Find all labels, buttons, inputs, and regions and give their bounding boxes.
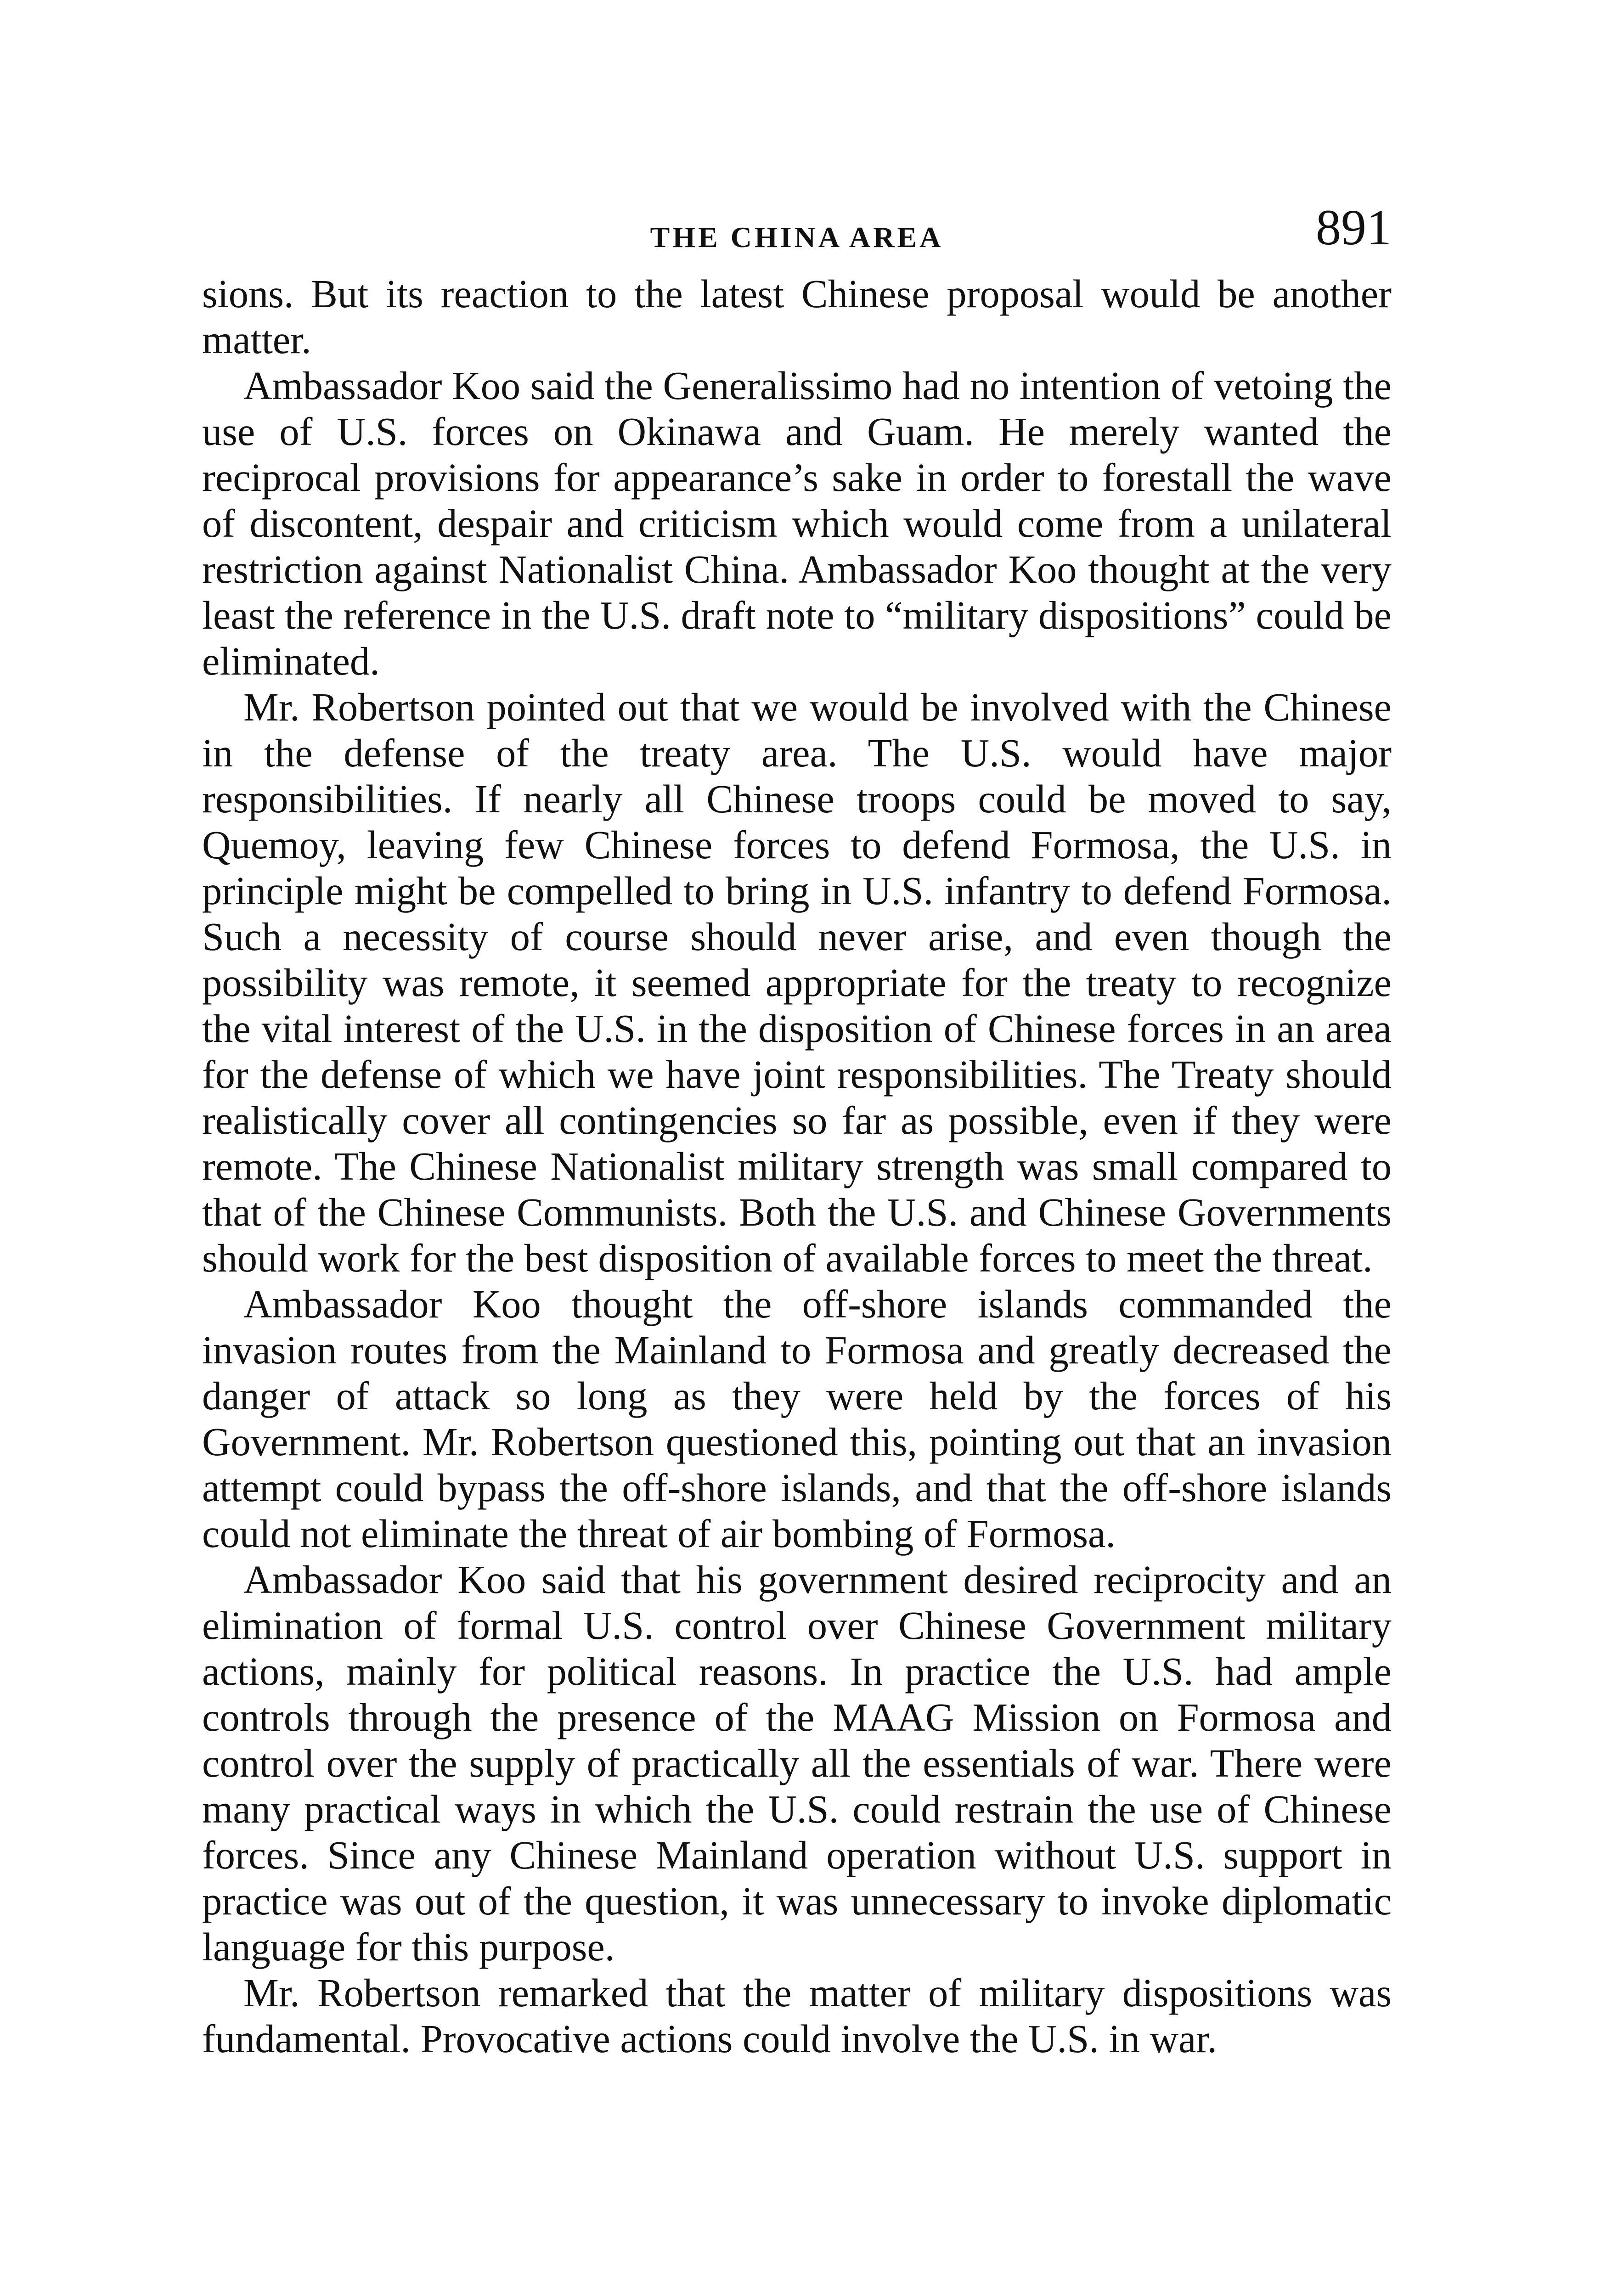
body-text [202,271,1392,2062]
paragraph: Ambassador Koo said that his government desired reciprocity and an elimination of formal U.S. control over Chinese Government military actions, mainly for political reasons. In practice the U.S. had ample controls through the presence of the MAAG Mission on Formosa and control over the supply of practically all the essentials of war. There were many practical ways in which the U.S. could restrain the use of Chinese forces. Since any Chinese Mainland operation without U.S. support in practice was out of the question, it was unnecessary to invoke diplomatic language for this purpose. [202,1558,1392,1969]
paragraph: Ambassador Koo said the Generalissimo had no intention of vetoing the use of U.S. forces on Okinawa and Guam. He merely wanted the reciprocal provisions for appearance’s sake in order to forestall the wave of discontent, despair and criticism which would come from a unilateral restriction against Nationalist China. Ambassador Koo thought at the very least the reference in the U.S. draft note to “military dispositions” could be eliminated. [202,364,1392,683]
paragraph: Mr. Robertson pointed out that we would be involved with the Chinese in the defense of the treaty area. The U.S. would have major responsibilities. If nearly all Chinese troops could be moved to say, Quemoy, leaving few Chinese forces to defend Formosa, the U.S. in principle might be compelled to bring in U.S. infantry to defend Formosa. Such a necessity of course should never arise, and even though the possibility was remote, it seemed appropriate for the treaty to recognize the vital interest of the U.S. in the disposition of Chinese forces in an area for the defense of which we have joint responsibilities. The Treaty should realistically cover all contingencies so far as possible, even if they were remote. The Chinese Nationalist military strength was small compared to that of the Chinese Communists. Both the U.S. and Chinese Governments should work for the best disposition of available forces to meet the threat. [202,685,1392,1280]
document-page [202,199,1392,2062]
paragraph-continued: sions. But its reaction to the latest Chinese proposal would be another matter. [202,272,1392,362]
paragraph: Ambassador Koo thought the off-shore islands commanded the invasion routes from the Mainland to Formosa and greatly decreased the danger of attack so long as they were held by the forces of his Government. Mr. Robertson questioned this, pointing out that an invasion attempt could bypass the off-shore islands, and that the off-shore islands could not eliminate the threat of air bombing of Formosa. [202,1282,1392,1556]
paragraph: Mr. Robertson remarked that the matter of military dispositions was fundamental. Provocative actions could involve the U.S. in war. [202,1971,1392,2061]
running-head [202,199,1392,271]
section-title: THE CHINA AREA [650,221,944,253]
page-number: 891 [1316,199,1392,255]
